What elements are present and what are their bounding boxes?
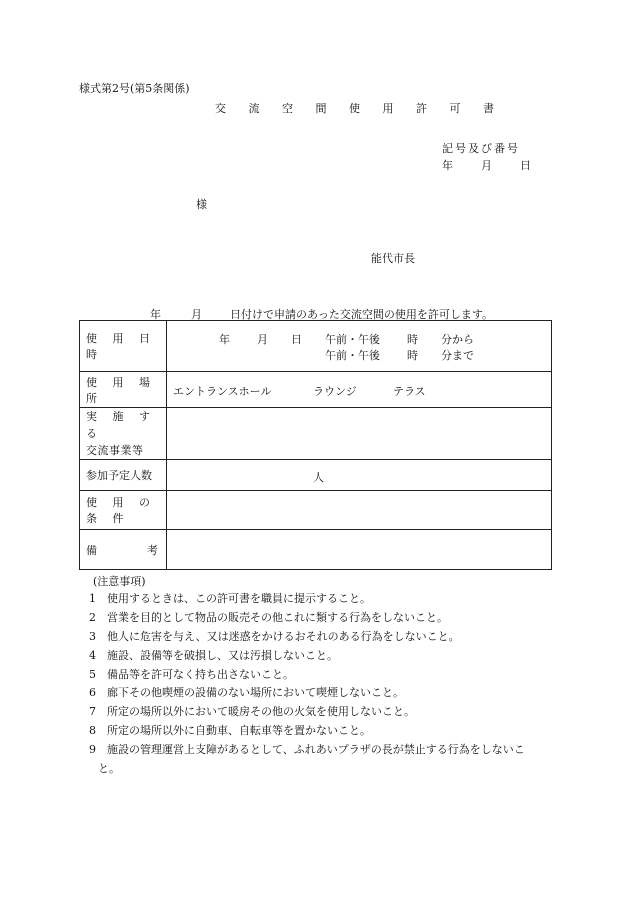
- issuer-name: 能代市長: [371, 252, 415, 265]
- table-row-conditions: [80, 491, 552, 530]
- form-number: 様式第2号(第5条関係): [79, 82, 190, 95]
- table-row-remarks: [80, 530, 552, 570]
- permit-statement-month: 月: [191, 308, 202, 321]
- place-option-lounge[interactable]: ラウンジ: [313, 385, 357, 398]
- table-row-usage-place: [80, 372, 552, 408]
- place-option-entrance-hall[interactable]: エントランスホール: [173, 385, 272, 398]
- issue-date: [442, 157, 531, 173]
- participants-field[interactable]: [167, 460, 552, 491]
- conditions-field[interactable]: [167, 491, 552, 530]
- note-item: 5 備品等を許可なく持ち出さないこと。: [89, 668, 294, 681]
- end-minute-label: 分まで: [441, 349, 474, 362]
- note-item: 2 営業を目的として物品の販売その他これに類する行為をしないこと。: [89, 611, 448, 624]
- usage-year-label: 年: [219, 333, 230, 346]
- note-item: 1 使用するときは、この許可書を職員に提示すること。: [89, 592, 371, 605]
- table-row-participants: [80, 460, 552, 491]
- recipient-honorific: 様: [196, 198, 207, 211]
- reference-number-label: 記号及び番号: [442, 142, 520, 155]
- note-item: 9 施設の管理運営上支障があるとして、ふれあいプラザの長が禁止する行為をしないこ: [89, 743, 525, 756]
- issue-date-month: 月: [481, 159, 492, 172]
- table-row-usage-datetime: [80, 321, 552, 372]
- event-label-line2: 交流事業等: [86, 444, 144, 457]
- remarks-label: [80, 530, 167, 570]
- event-field[interactable]: [167, 408, 552, 460]
- usage-datetime-label: 使 用 日 時: [80, 321, 167, 372]
- issue-date-year: 年: [442, 159, 453, 172]
- start-ampm-label: 午前・午後: [325, 333, 380, 346]
- issue-date-day: 日: [520, 159, 531, 172]
- note-item: 6 廊下その他喫煙の設備のない場所において喫煙しないこと。: [89, 686, 404, 699]
- participants-unit: 人: [313, 471, 324, 484]
- usage-place-label: 使 用 場 所: [80, 372, 167, 408]
- notes-heading: (注意事項): [93, 575, 146, 588]
- remarks-label-right: 考: [147, 543, 158, 557]
- document-title: 交 流 空 間 使 用 許 可 書: [215, 102, 504, 115]
- permit-statement-year: 年: [150, 308, 161, 321]
- usage-datetime-field[interactable]: [167, 321, 552, 372]
- note-item: 4 施設、設備等を破損し、又は汚損しないこと。: [89, 649, 338, 662]
- usage-place-field[interactable]: [167, 372, 552, 408]
- event-label: [80, 408, 167, 460]
- start-minute-label: 分から: [441, 333, 474, 346]
- note-item: 8 所定の場所以外に自動車、自転車等を置かないこと。: [89, 724, 371, 737]
- permit-table: [79, 320, 552, 570]
- start-hour-label: 時: [407, 333, 418, 346]
- permit-statement-text: 日付けで申請のあった交流空間の使用を許可します。: [230, 308, 494, 321]
- end-ampm-label: 午前・午後: [325, 349, 380, 362]
- conditions-label: 使 用 の 条 件: [80, 491, 167, 530]
- remarks-label-left: 備: [86, 543, 97, 557]
- place-option-terrace[interactable]: テラス: [393, 385, 426, 398]
- participants-label: 参加予定人数: [80, 460, 167, 491]
- note-item: 3 他人に危害を与え、又は迷惑をかけるおそれのある行為をしないこと。: [89, 630, 460, 643]
- table-row-event: [80, 408, 552, 460]
- usage-day-label: 日: [291, 333, 302, 346]
- note-item-continuation: と。: [98, 762, 120, 775]
- remarks-field[interactable]: [167, 530, 552, 570]
- note-item: 7 所定の場所以外において暖房その他の火気を使用しないこと。: [89, 705, 415, 718]
- usage-month-label: 月: [257, 333, 268, 346]
- event-label-line1: 実 施 す る: [86, 410, 156, 440]
- end-hour-label: 時: [407, 349, 418, 362]
